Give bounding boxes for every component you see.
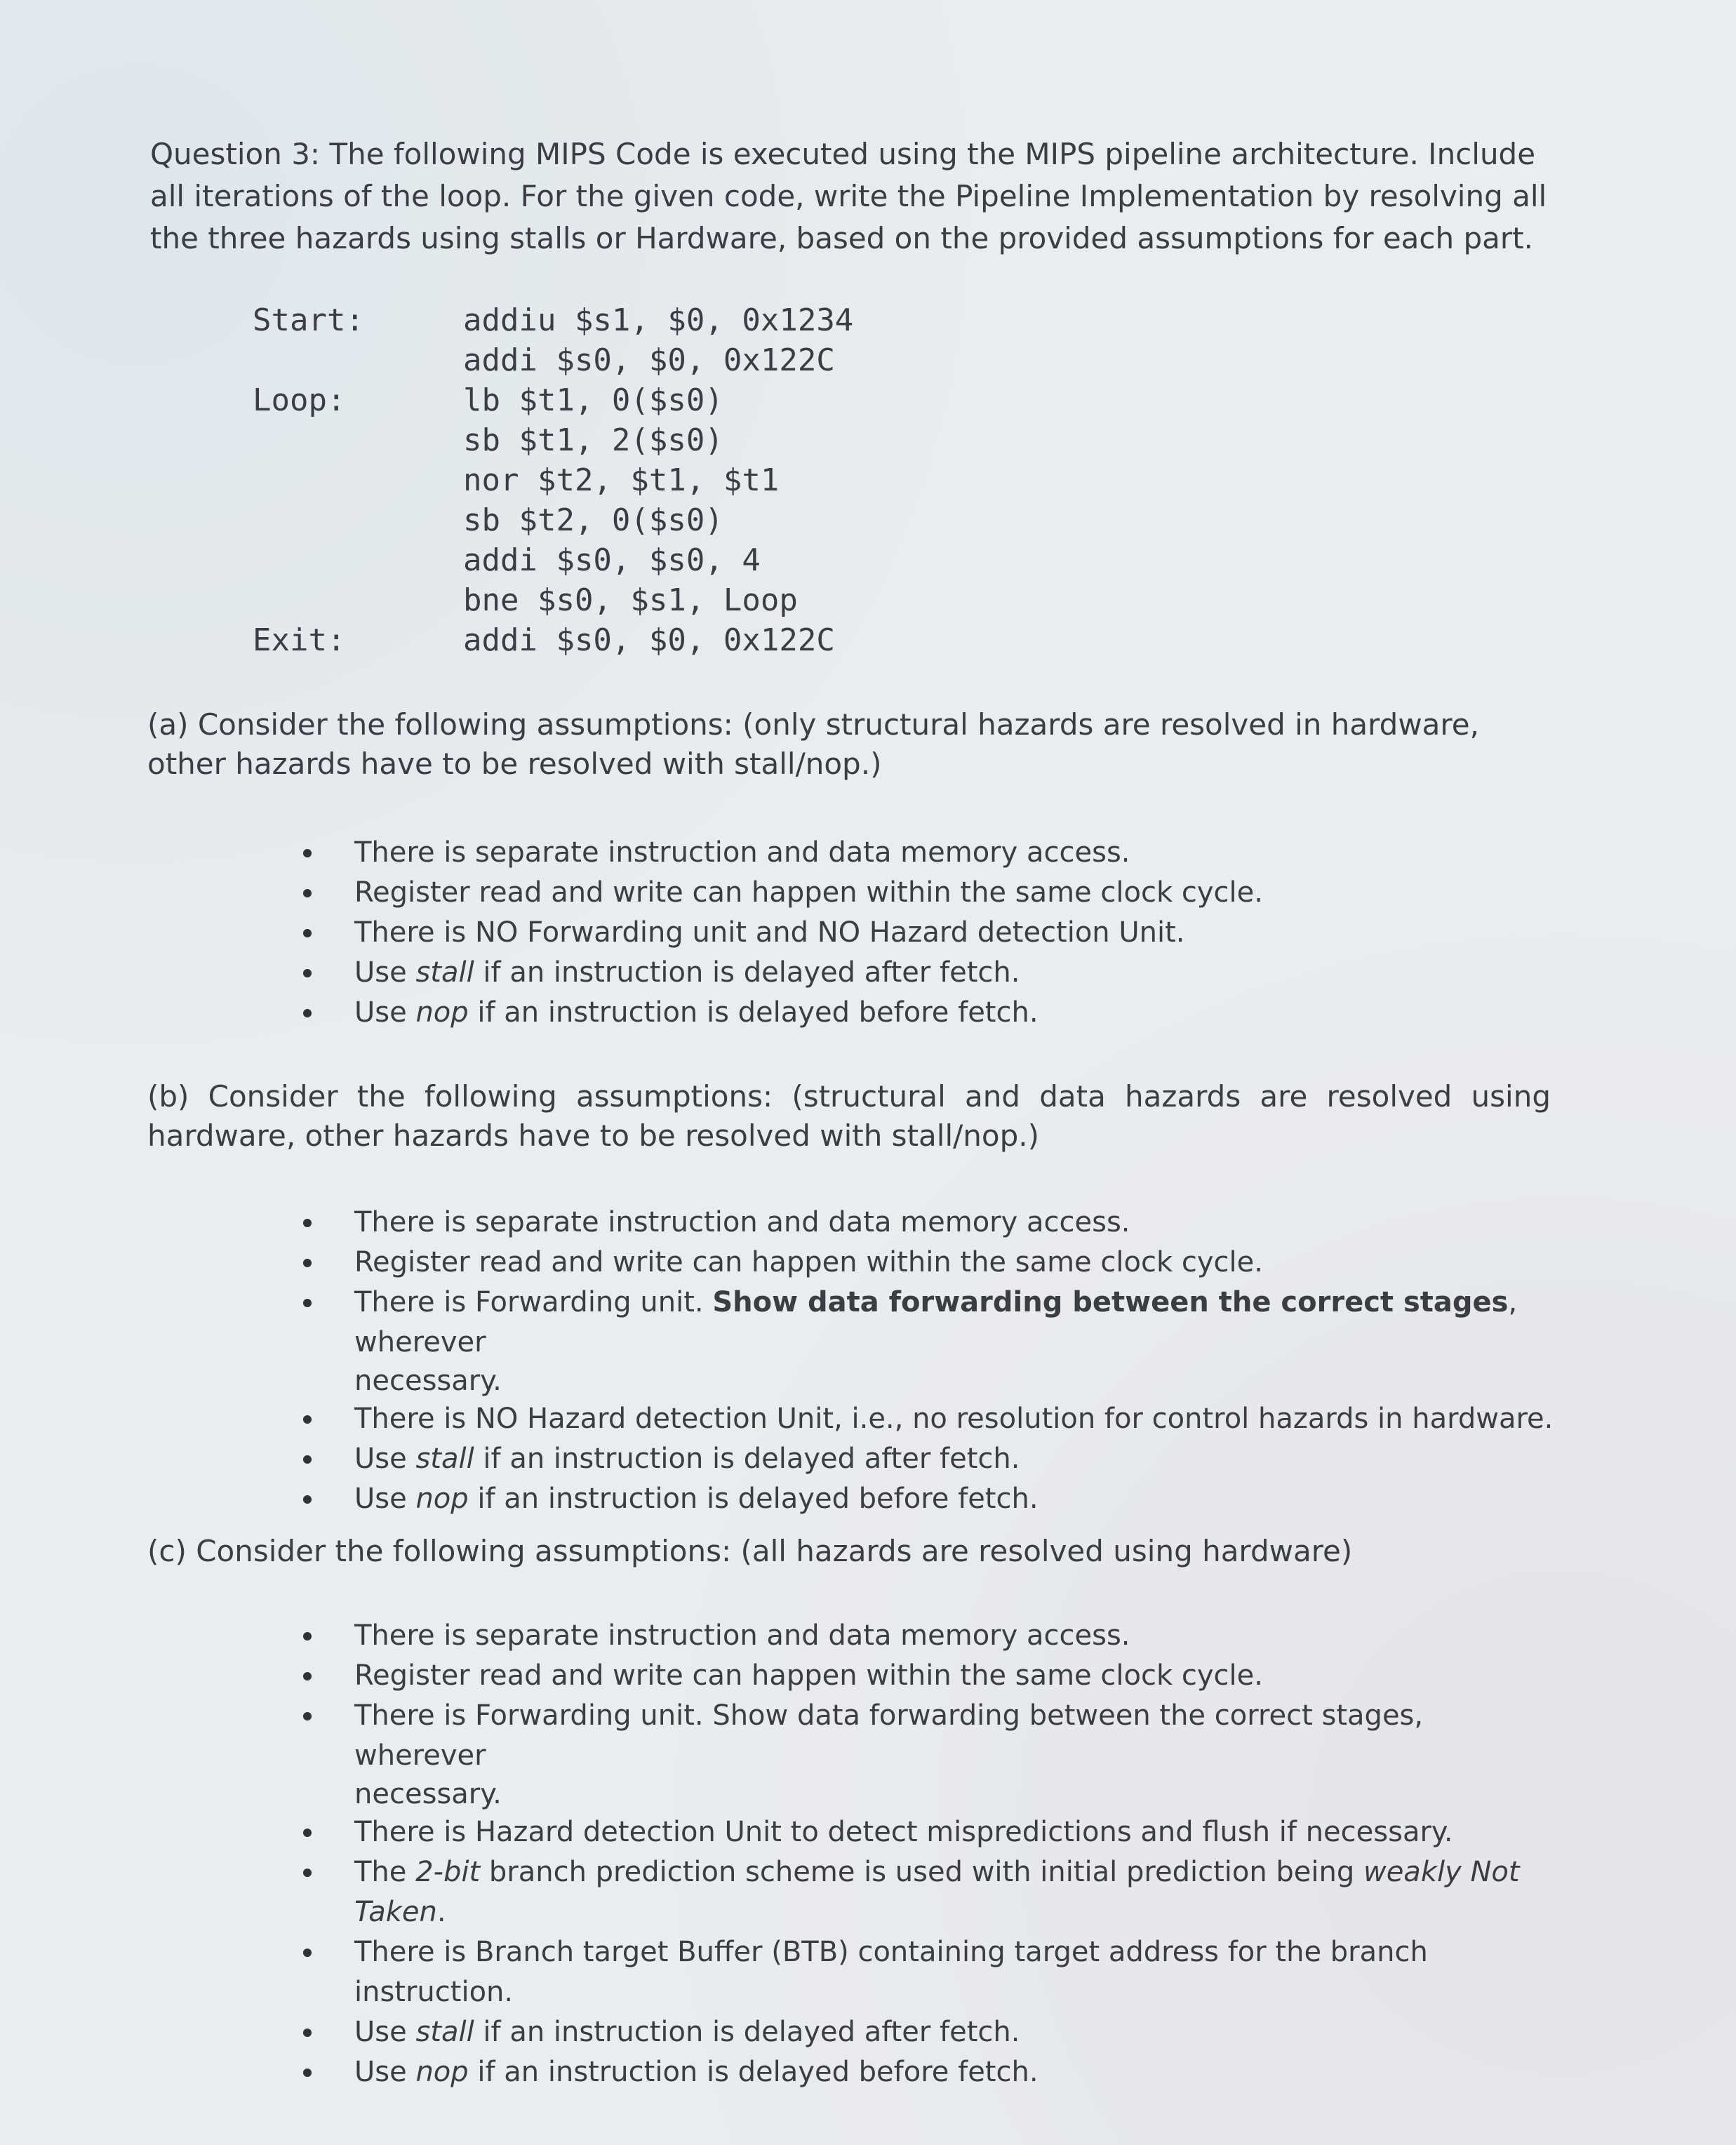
bullet-icon (303, 1632, 312, 1641)
list-item: Use nop if an instruction is delayed before fetch. (302, 1479, 1558, 1519)
code-instruction: addi $s0, $s0, 4 (463, 542, 761, 578)
list-item: Use stall if an instruction is delayed after fetch. (302, 953, 1558, 993)
bullet-icon (303, 1949, 312, 1957)
part-c-assumptions (302, 1616, 1558, 2092)
code-line (253, 580, 1165, 620)
list-item: Use nop if an instruction is delayed before fetch. (302, 2052, 1558, 2092)
bullet-icon (303, 1712, 312, 1720)
list-item: There is Hazard detection Unit to detect mispredictions and flush if necessary. (302, 1812, 1558, 1852)
list-item: There is NO Forwarding unit and NO Hazard detection Unit. (302, 913, 1558, 953)
bullet-icon (303, 1219, 312, 1227)
code-label (253, 340, 463, 380)
list-item: Register read and write can happen within the same clock cycle. (302, 1656, 1558, 1696)
part-b-assumptions (302, 1203, 1558, 1519)
bullet-icon (303, 2069, 312, 2077)
code-label (253, 540, 463, 580)
bullet-icon (303, 1672, 312, 1680)
code-label (253, 460, 463, 500)
code-line (253, 540, 1165, 580)
bullet-icon (303, 1869, 312, 1877)
bullet-icon (303, 1455, 312, 1464)
list-item: Use nop if an instruction is delayed before fetch. (302, 993, 1558, 1033)
bullet-icon (303, 1495, 312, 1504)
part-a-heading: (a) Consider the following assumptions: (only structural hazards are resolved in hardware, other hazards have to be resolved with stall/nop.) (147, 707, 1479, 781)
bullet-icon (303, 889, 312, 897)
code-instruction: addi $s0, $0, 0x122C (463, 342, 835, 378)
code-instruction: lb $t1, 0($s0) (463, 382, 723, 418)
list-item: There is Forwarding unit. Show data forwarding between the correct stages, wherever necessary. (302, 1283, 1558, 1399)
bullet-icon (303, 1829, 312, 1837)
list-item: Register read and write can happen within the same clock cycle. (302, 1243, 1558, 1283)
bullet-icon (303, 1299, 312, 1307)
part-b-heading: (b) Consider the following assumptions: (structural and data hazards are resolved using hardware, other hazards have to be resolved with stall/nop.) (147, 1079, 1551, 1153)
code-instruction: addi $s0, $0, 0x122C (463, 622, 835, 658)
bullet-icon (303, 929, 312, 937)
part-c-heading: (c) Consider the following assumptions: (all hazards are resolved using hardware) (147, 1534, 1353, 1568)
list-item: There is NO Hazard detection Unit, i.e., no resolution for control hazards in hardware. (302, 1399, 1558, 1439)
list-item: There is separate instruction and data memory access. (302, 1203, 1558, 1243)
list-item: Use stall if an instruction is delayed after fetch. (302, 1439, 1558, 1479)
code-line (253, 340, 1165, 380)
list-item: There is separate instruction and data memory access. (302, 833, 1558, 873)
bullet-icon (303, 1415, 312, 1424)
code-label: Start: (253, 302, 364, 338)
code-label (253, 500, 463, 540)
code-line (253, 460, 1165, 500)
code-instruction: nor $t2, $t1, $t1 (463, 462, 780, 498)
code-line (253, 620, 1165, 660)
code-instruction: addiu $s1, $0, 0x1234 (463, 302, 854, 338)
list-item: Register read and write can happen within the same clock cycle. (302, 873, 1558, 913)
code-label (253, 420, 463, 460)
question-text: Question 3: The following MIPS Code is executed using the MIPS pipeline architecture. Include all iterations of the loop. For the given code, write the Pipeline Implementation by resolving all the three hazards using stalls or Hardware, based on the provided assumptions for each part. (150, 137, 1547, 255)
code-instruction: sb $t2, 0($s0) (463, 502, 723, 538)
bullet-icon (303, 2029, 312, 2037)
code-label: Exit: (253, 622, 346, 658)
code-label: Loop: (253, 382, 346, 418)
code-line (253, 380, 1165, 420)
list-item: The 2-bit branch prediction scheme is used with initial prediction being weakly Not Taken. (302, 1852, 1558, 1932)
code-line (253, 300, 1165, 340)
code-line (253, 500, 1165, 540)
part-a-assumptions (302, 833, 1558, 1033)
list-item: There is Branch target Buffer (BTB) containing target address for the branch instruction. (302, 1932, 1558, 2012)
bullet-icon (303, 1009, 312, 1017)
list-item: Use stall if an instruction is delayed after fetch. (302, 2012, 1558, 2052)
code-label (253, 580, 463, 620)
code-line (253, 420, 1165, 460)
list-item: There is separate instruction and data memory access. (302, 1616, 1558, 1656)
code-instruction: sb $t1, 2($s0) (463, 422, 723, 458)
bullet-icon (303, 969, 312, 977)
bullet-icon (303, 849, 312, 857)
bullet-icon (303, 1259, 312, 1267)
code-listing (253, 300, 1165, 660)
code-instruction: bne $s0, $s1, Loop (463, 582, 798, 618)
list-item: There is Forwarding unit. Show data forwarding between the correct stages, wherever necessary. (302, 1696, 1558, 1812)
